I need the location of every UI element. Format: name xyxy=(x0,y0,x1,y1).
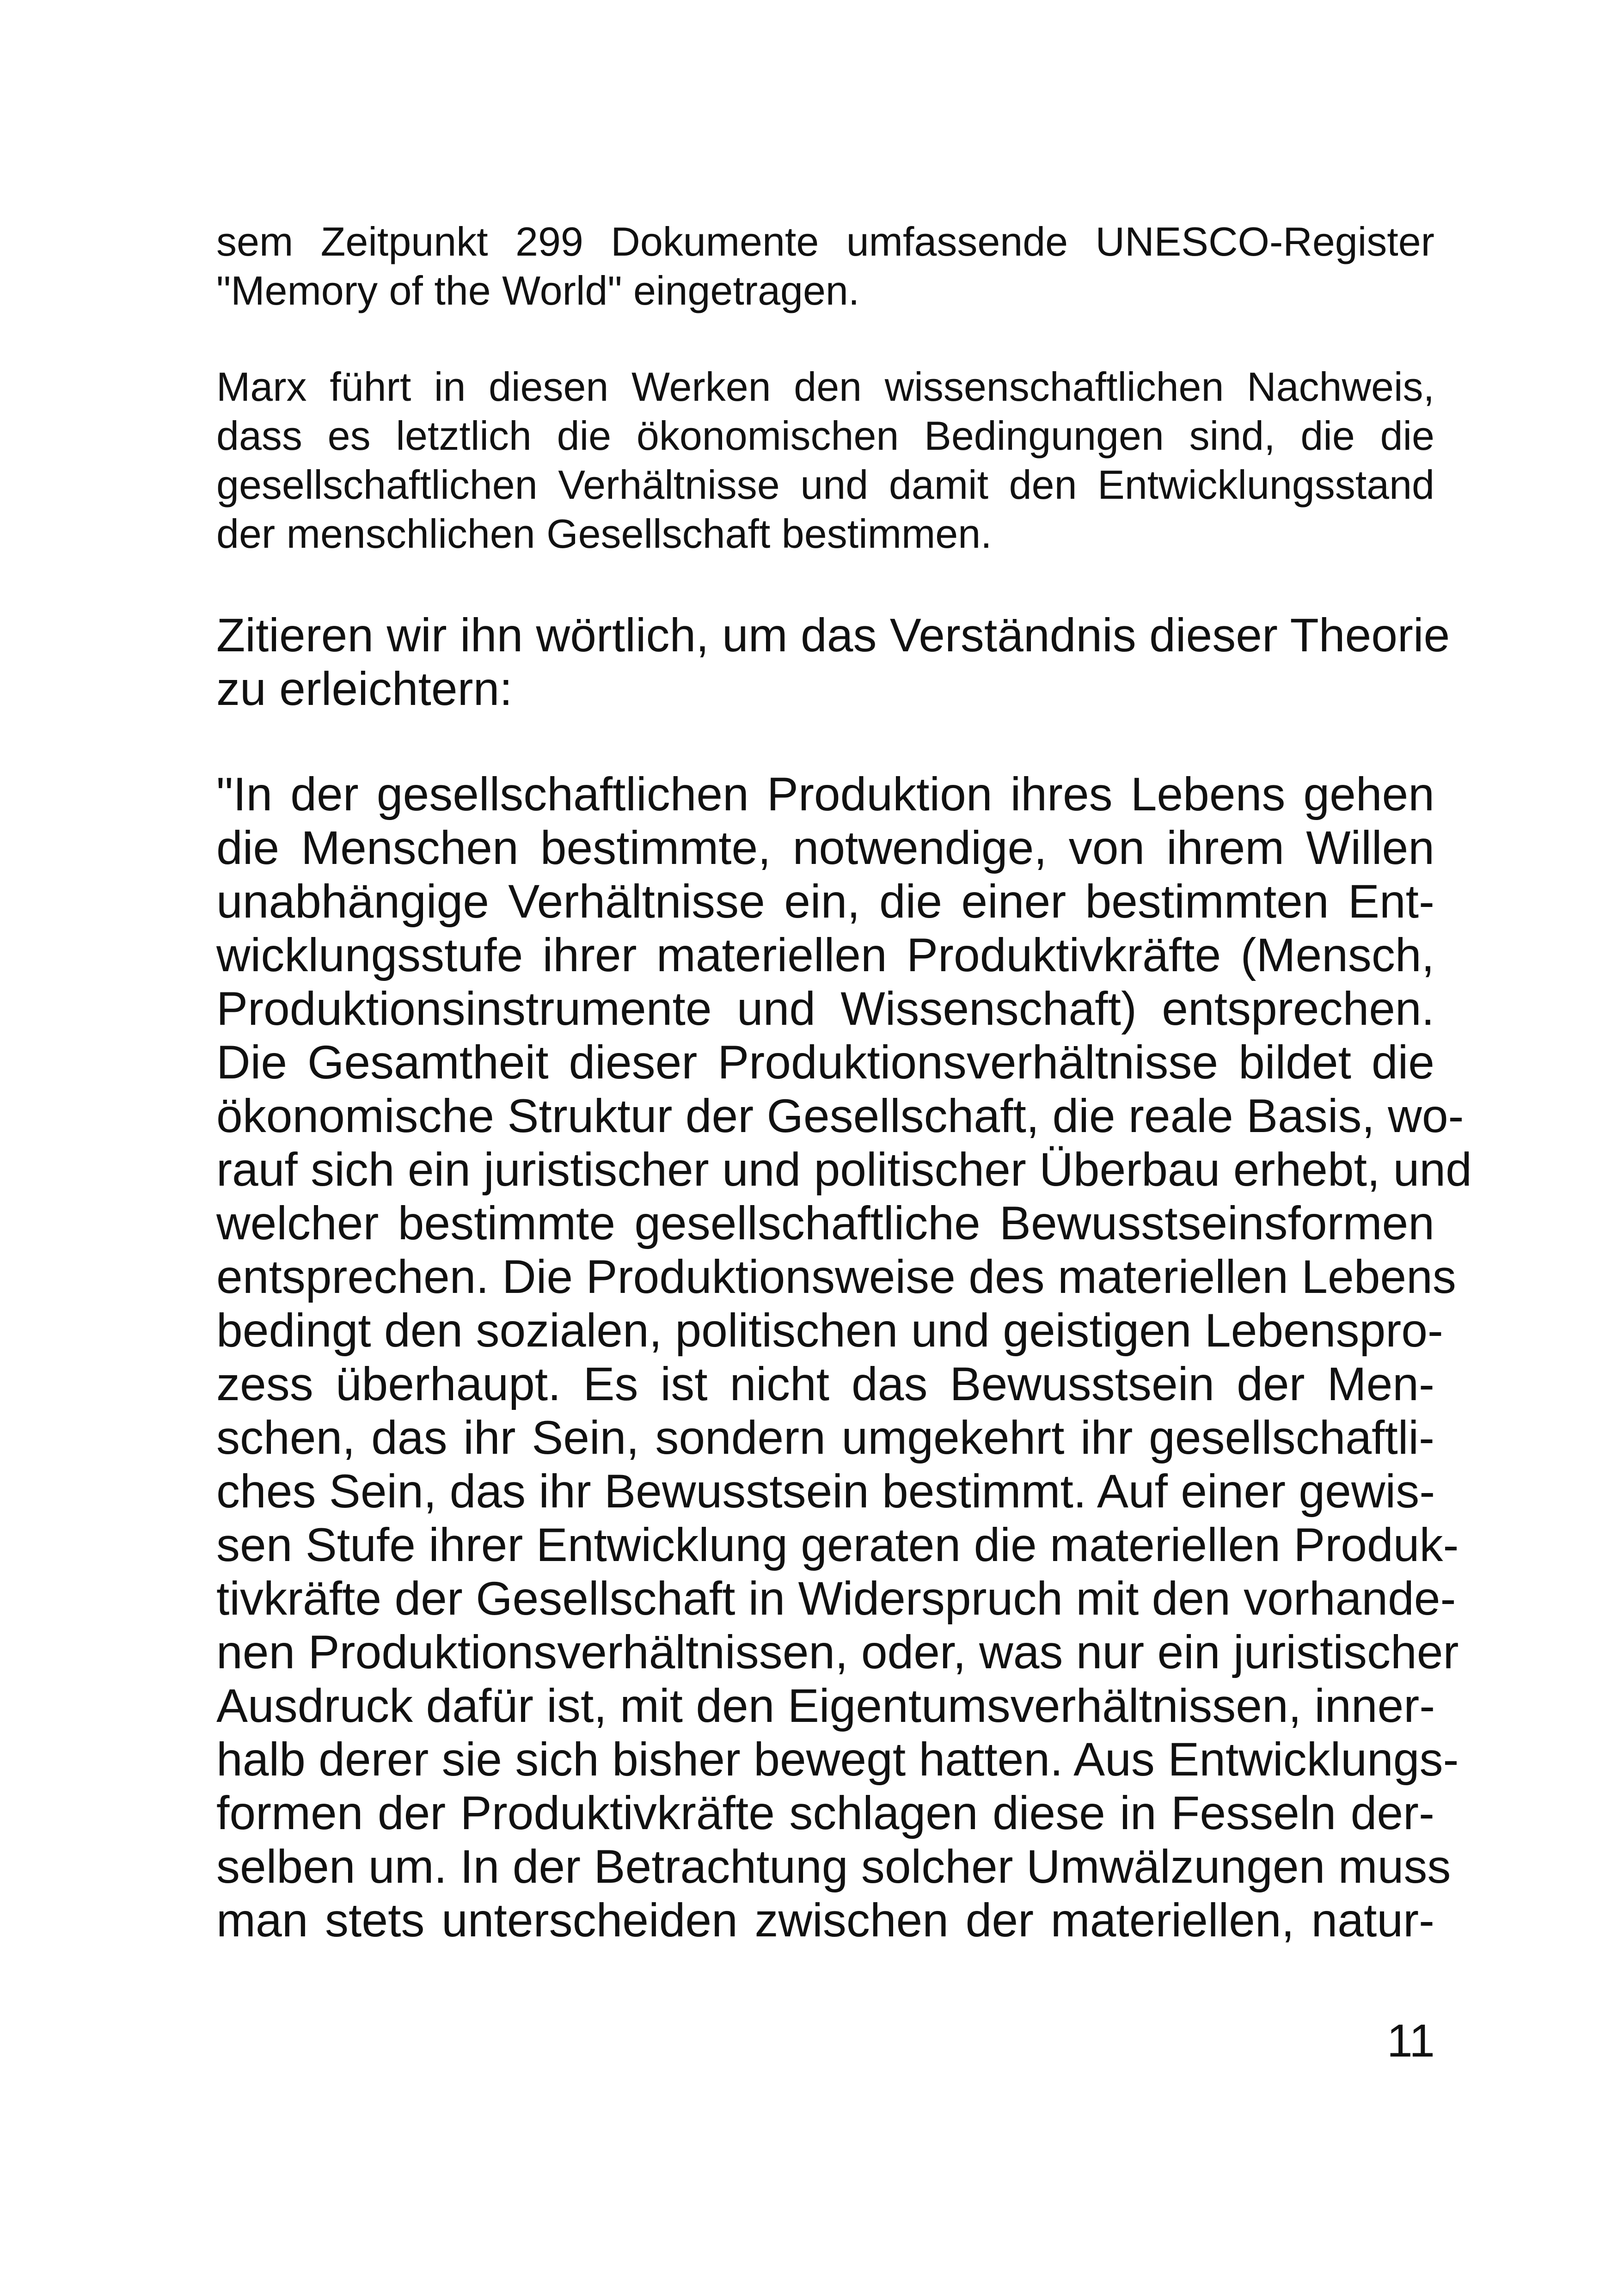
text-line: gesellschaftlichen Verhältnisse und damit den Entwicklungsstand xyxy=(216,462,1434,508)
text-line: schen, das ihr Sein, sondern umgekehrt ihr gesellschaftli- xyxy=(216,1411,1434,1464)
text-line: Zitieren wir ihn wörtlich, um das Verständnis dieser Theorie xyxy=(216,609,1450,661)
page-number: 11 xyxy=(1387,2015,1435,2067)
text-line: Marx führt in diesen Werken den wissenschaftlichen Nachweis, xyxy=(216,364,1434,410)
text-line: Die Gesamtheit dieser Produktionsverhältnisse bildet die xyxy=(216,1036,1434,1089)
text-line: entsprechen. Die Produktionsweise des materiellen Lebens xyxy=(216,1250,1456,1303)
text-line: tivkräfte der Gesellschaft in Widerspruch mit den vorhande- xyxy=(216,1572,1456,1625)
text-line: man stets unterscheiden zwischen der materiellen, natur- xyxy=(216,1894,1434,1947)
text-line: Produktionsinstrumente und Wissenschaft) entsprechen. xyxy=(216,982,1434,1035)
text-line: zess überhaupt. Es ist nicht das Bewusstsein der Men- xyxy=(216,1358,1434,1410)
text-line: ches Sein, das ihr Bewusstsein bestimmt. Auf einer gewis- xyxy=(216,1465,1435,1518)
text-line: welcher bestimmte gesellschaftliche Bewusstseinsformen xyxy=(216,1197,1434,1249)
text-line: unabhängige Verhältnisse ein, die einer bestimmten Ent- xyxy=(216,875,1434,928)
text-line: sem Zeitpunkt 299 Dokumente umfassende UNESCO-Register xyxy=(216,219,1434,264)
text-line: Ausdruck dafür ist, mit den Eigentumsverhältnissen, inner- xyxy=(216,1679,1435,1732)
text-line: zu erleichtern: xyxy=(216,662,513,715)
text-line: dass es letztlich die ökonomischen Bedingungen sind, die die xyxy=(216,413,1434,459)
text-column xyxy=(216,217,1472,1947)
text-line: der menschlichen Gesellschaft bestimmen. xyxy=(216,511,992,557)
text-line: nen Produktionsverhältnissen, oder, was nur ein juristischer xyxy=(216,1626,1459,1678)
text-line: wicklungsstufe ihrer materiellen Produktivkräfte (Mensch, xyxy=(216,929,1434,981)
text-line: halb derer sie sich bisher bewegt hatten. Aus Entwicklungs- xyxy=(216,1733,1459,1786)
paragraph-intro xyxy=(216,217,1434,315)
text-line: selben um. In der Betrachtung solcher Umwälzungen muss xyxy=(216,1840,1451,1893)
paragraph-quote xyxy=(216,767,1472,1947)
paragraph-quote-intro xyxy=(216,608,1450,716)
text-line: "In der gesellschaftlichen Produktion ihres Lebens gehen xyxy=(216,768,1434,820)
text-line: "Memory of the World" eingetragen. xyxy=(216,268,860,313)
text-line: bedingt den sozialen, politischen und geistigen Lebenspro- xyxy=(216,1304,1443,1357)
paragraph-marx xyxy=(216,362,1434,558)
text-line: rauf sich ein juristischer und politischer Überbau erhebt, und xyxy=(216,1143,1472,1196)
text-line: ökonomische Struktur der Gesellschaft, die reale Basis, wo- xyxy=(216,1090,1464,1142)
text-line: formen der Produktivkräfte schlagen diese in Fesseln der- xyxy=(216,1787,1434,1839)
text-line: die Menschen bestimmte, notwendige, von ihrem Willen xyxy=(216,821,1434,874)
text-line: sen Stufe ihrer Entwicklung geraten die materiellen Produk- xyxy=(216,1518,1459,1571)
